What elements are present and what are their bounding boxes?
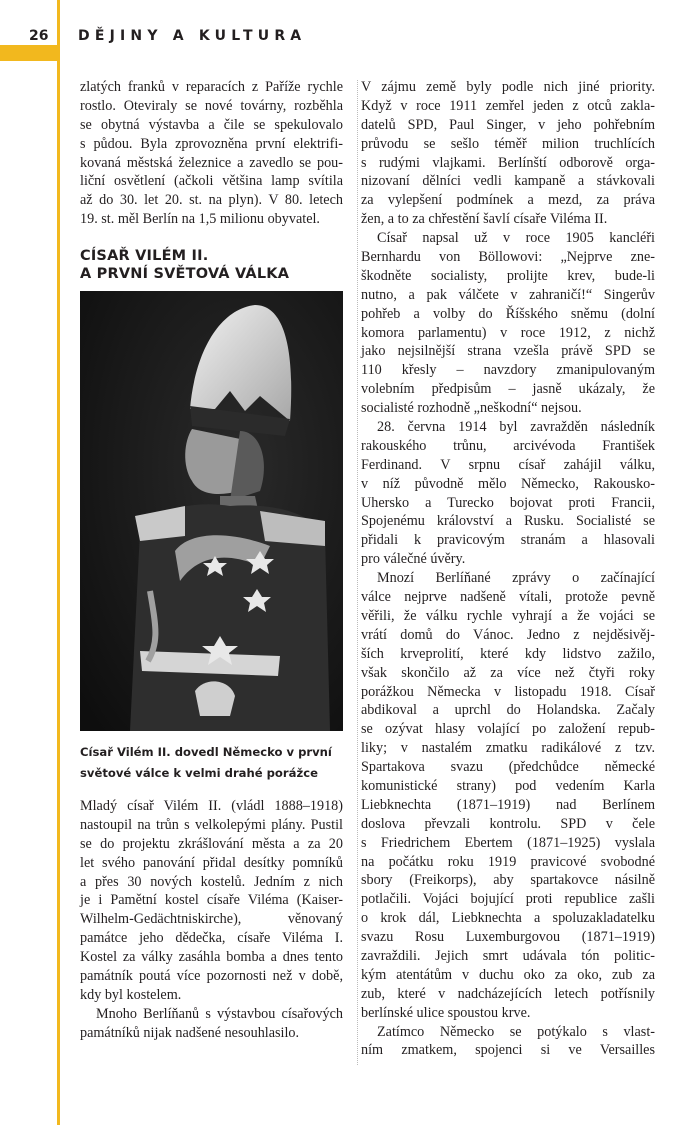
text-line: komunistické strany) pod vedením Karla: [361, 777, 655, 794]
photo-caption: [80, 742, 350, 784]
text-line: v níž původně mělo Německo, Rakousko-: [361, 475, 655, 492]
text-line: socialisté rozhodně „neškodní“ nejsou.: [361, 400, 582, 417]
text-line: rostlo. Oteviraly se nové továrny, rozběhla: [80, 97, 343, 114]
text-line: kým atentátům v duchu oko za oko, zub za: [361, 966, 655, 983]
text-line: komora parlamentu) v roce 1912, z nichž: [361, 324, 655, 341]
text-line: s Friedrichem Ebertem (1871–1925) vyslala: [361, 834, 655, 851]
text-line: nastoupil na trůn s velkolepými plány. Pustil: [80, 816, 343, 833]
text-line: průvodu se sešlo téměř milion truchlících: [361, 135, 655, 152]
text-line: Liebknechta (1871–1919) nad Berlínem: [361, 796, 655, 813]
text-line: Ferdinand. V srpnu císař zahájil válku,: [361, 456, 655, 473]
text-line: Císař napsal už v roce 1905 kancléři: [377, 230, 655, 247]
text-line: liční osvětlení (ačkoli většina lamp svítila: [80, 173, 343, 190]
text-line: Uhersko a Turecko bojovat proti Francii,: [361, 494, 655, 511]
text-line: doslova převzali kontrolu. SPD v čele: [361, 815, 655, 832]
text-line: a přes 30 nových kostelů. Jedním z nich: [80, 873, 343, 890]
section-heading-line: CÍSAŘ VILÉM II.: [80, 248, 209, 264]
text-line: památníků nijak nadšené nesouhlasilo.: [80, 1024, 300, 1041]
text-line: škodněte socialisty, prolijte krev, bude-li: [361, 267, 655, 284]
text-line: válce nejprve nadšeně vítali, protože pevně: [361, 589, 655, 606]
photo-caption-line: Císař Vilém II. dovedl Německo v první: [80, 745, 332, 759]
text-line: abdikoval a uprchl do Holandska. Začaly: [361, 702, 655, 719]
text-line: kovaná městská železnice a zavedlo se pou-: [80, 154, 343, 171]
section-heading-line: A PRVNÍ SVĚTOVÁ VÁLKA: [80, 266, 290, 282]
text-line: však skončilo až za více než čtyři roky: [361, 664, 655, 681]
text-line: až do 30. let 20. st. na plyn). V 80. letech: [80, 192, 343, 209]
portrait-image: [80, 291, 343, 731]
text-line: sbory (Freikorps), aby spartakovce násilně: [361, 872, 655, 889]
text-line: porážkou Německa v listopadu 1918. Císař: [361, 683, 655, 700]
text-line: Mladý císař Vilém II. (vládl 1888–1918): [80, 798, 343, 814]
text-line: věřili, že válku rychle vyhrají a že vojáci se: [361, 607, 655, 624]
paragraph: [80, 797, 343, 1005]
text-line: rakouského trůnu, arcivévoda František: [361, 437, 655, 454]
paragraph: [80, 1005, 343, 1043]
text-line: Spartakova svazu (předchůdce německé: [361, 759, 655, 776]
text-line: o krok dál, Liebknechta a spoluzakladatelku: [361, 910, 655, 927]
text-line: Když v roce 1911 zemřel jeden z otců zakla-: [361, 97, 655, 114]
text-line: se obytná výstavba a čile se spekulovalo: [80, 116, 343, 133]
running-title: DĚJINY A KULTURA: [78, 28, 307, 44]
text-line: Wilhelm-Gedächtniskirche), věnovaný: [80, 911, 343, 928]
text-line: Zatímco Německo se potýkalo s vlast-: [377, 1023, 655, 1040]
text-line: pohřeb a volby do Říšského sněmu (dolní: [361, 305, 655, 322]
paragraph: [361, 569, 655, 1022]
text-line: liky; v nastalém zmatku radikálové z tzv.: [361, 740, 655, 757]
text-line: nutno, a pak válčete v zahraničí!“ Singerův: [361, 286, 655, 303]
text-line: 19. st. měl Berlín na 1,5 milionu obyvatel.: [80, 211, 320, 228]
text-line: se do projektu zkrášlování města a za 20: [80, 835, 343, 852]
text-line: je i Pamětní kostel císaře Viléma (Kaiser-: [80, 892, 343, 909]
text-line: se ozývat hlasy volající po založení repub-: [361, 721, 655, 738]
paragraph: [80, 78, 343, 229]
text-line: ších krveprolití, které kdy lidstvo zažilo,: [361, 645, 655, 662]
text-line: Mnozí Berlíňané zprávy o začínající: [377, 570, 655, 587]
text-line: vrátí domů do Vánoc. Jedno z nejděsivěj-: [361, 626, 655, 643]
text-line: zavraždili. Jejich smrt udávala tón politic-: [361, 947, 655, 964]
text-line: potlačili. Vojáci bojující proti republice zašli: [361, 891, 655, 908]
text-line: V zájmu země byly podle nich jiné priority.: [361, 79, 655, 95]
text-line: s rudými vlajkami. Berlínští odborově orga-: [361, 154, 655, 171]
text-line: zlatých franků v reparacích z Paříže rychle: [80, 79, 343, 95]
paragraph: [361, 229, 655, 418]
text-line: Kostel za války zasáhla bomba a dnes tento: [80, 949, 343, 966]
text-line: berlínské ulice spoustou krve.: [361, 1004, 531, 1021]
text-line: Spojenému království a Rusku. Socialisté se: [361, 513, 655, 530]
paragraph: [361, 1023, 655, 1061]
text-line: datelů SPD, Paul Singer, v jeho pohřebním: [361, 116, 655, 133]
column-divider: [357, 80, 358, 1065]
text-line: s půdou. Byla zprovozněna první elektrifi-: [80, 135, 343, 152]
text-line: kdy byl kostelem.: [80, 986, 182, 1003]
text-line: žen, a to za chřestění šavlí císaře Viléma II.: [361, 211, 608, 228]
photo-kaiser-wilhelm-ii: [80, 291, 343, 731]
right-column-text: [361, 78, 655, 1060]
text-line: jako nejsilnější strana vzešla právě SPD se: [361, 343, 655, 360]
accent-margin-line: [57, 0, 60, 1125]
text-line: 110 křesly – navzdory zmanipulovaným: [361, 362, 655, 379]
paragraph: [361, 78, 655, 229]
text-line: zub, které v nadcházejících letech potřísnily: [361, 985, 655, 1002]
text-line: památce jeho dědečka, císaře Viléma I.: [80, 930, 343, 947]
text-line: ním zmatkem, spojenci si ve Versailles: [361, 1042, 655, 1059]
paragraph: [361, 418, 655, 569]
text-line: pro válečné úvěry.: [361, 551, 466, 568]
left-column-bottom-text: [80, 797, 343, 1043]
text-line: na počátku roku 1919 pravicové svobodné: [361, 853, 655, 870]
text-line: Bernhardu von Böllowovi: „Nejprve zne-: [361, 249, 655, 266]
text-line: památník poutá více pozornosti než v době,: [80, 968, 343, 985]
text-line: let svého panování přidal desítky pomníků: [80, 854, 343, 871]
text-line: volebním předpisům – jasně ukázaly, že: [361, 381, 655, 398]
page-number: 26: [29, 28, 49, 44]
section-heading: [80, 247, 289, 283]
text-line: svazu Rosu Luxemburgovou (1871–1919): [361, 929, 655, 946]
accent-page-tab: [0, 45, 58, 61]
photo-caption-line: světové válce k velmi drahé porážce: [80, 766, 318, 780]
text-line: 28. června 1914 byl zavražděn následník: [377, 419, 655, 436]
text-line: nizovaní dělníci vedli kampaně a stávkovali: [361, 173, 655, 190]
text-line: přidali k pravicovým stranám a hlasovali: [361, 532, 655, 549]
left-column-top-text: [80, 78, 343, 229]
text-line: za vylepšení podmínek a mezd, za práva: [361, 192, 655, 209]
text-line: Mnoho Berlíňanů s výstavbou císařových: [96, 1005, 343, 1022]
